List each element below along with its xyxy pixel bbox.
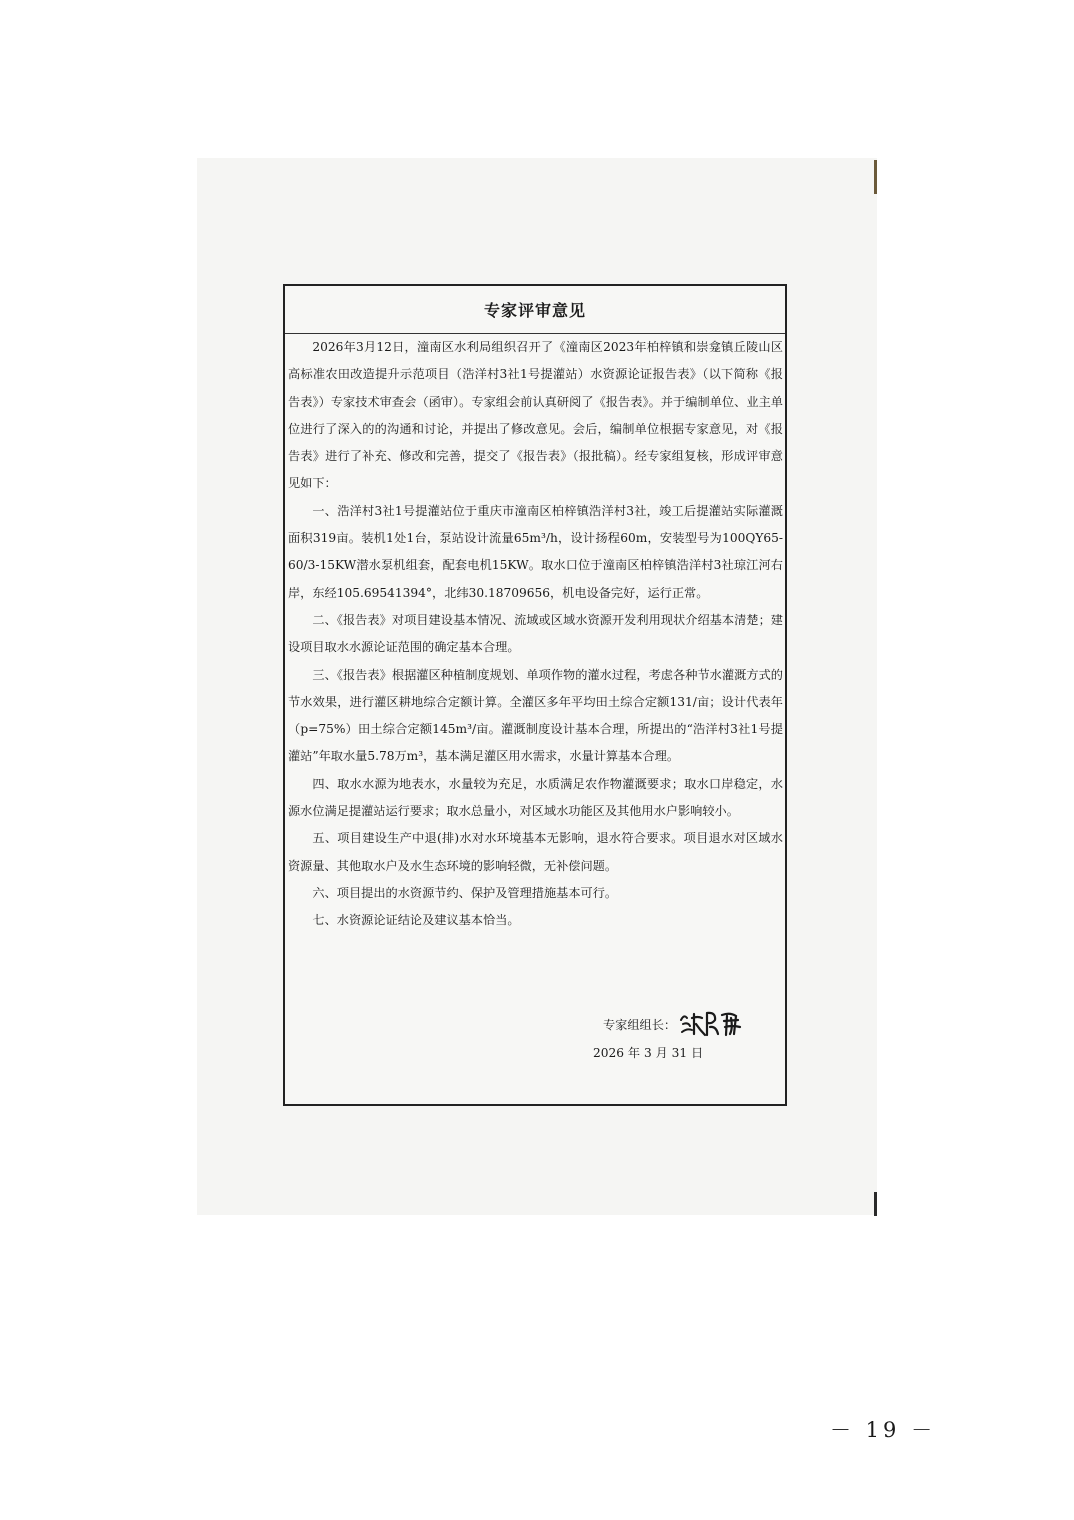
review-body: [285, 334, 785, 935]
scan-edge-mark-bottom: [874, 1192, 877, 1216]
opinion-paragraph-3: 三、《报告表》根据灌区种植制度规划、单项作物的灌水过程，考虑各种节水灌溉方式的节水效果，进行灌区耕地综合定额计算。全灌区多年平均田土综合定额131/亩；设计代表年（p=75%）田土综合定额145m³/亩。灌溉制度设计基本合理，所提出的“浩洋村3社1号提灌站”年取水量5.78万m³，基本满足灌区用水需求，水量计算基本合理。: [288, 667, 783, 764]
opinion-paragraph-6: 六、项目提出的水资源节约、保护及管理措施基本可行。: [312, 885, 618, 900]
opinion-paragraph-4: 四、取水水源为地表水，水量较为充足，水质满足农作物灌溉要求；取水口岸稳定，水源水位满足提灌站运行要求；取水总量小，对区域水功能区及其他用水户影响较小。: [288, 776, 783, 819]
document-title: 专家评审意见: [285, 286, 785, 334]
intro-paragraph: 2026年3月12日，潼南区水利局组织召开了《潼南区2023年柏梓镇和崇龛镇丘陵山区高标准农田改造提升示范项目（浩洋村3社1号提灌站）水资源论证报告表》（以下简称《报告表》）专家技术审查会（函审）。专家组会前认真研阅了《报告表》。并于编制单位、业主单位进行了深入的的沟通和讨论，并提出了修改意见。会后，编制单位根据专家意见，对《报告表》进行了补充、修改和完善，提交了《报告表》（报批稿）。经专家组复核，形成评审意见如下：: [288, 340, 783, 491]
signer-line: [603, 1008, 744, 1041]
scan-edge-mark-top: [874, 160, 877, 194]
signature-date: 2026 年 3 月 31 日: [593, 1046, 704, 1060]
expert-review-box: [283, 284, 787, 1106]
signer-label: 专家组组长：: [603, 1018, 677, 1032]
opinion-paragraph-1: 一、浩洋村3社1号提灌站位于重庆市潼南区柏梓镇浩洋村3社，竣工后提灌站实际灌溉面积319亩。装机1处1台，泵站设计流量65m³/h，设计扬程60m，安装型号为100QY65-60/3-15KW潜水泵机组套，配套电机15KW。取水口位于潼南区柏梓镇浩洋村3社琼江河右岸，东经105.69541394°，北纬30.18709656，机电设备完好，运行正常。: [288, 503, 783, 600]
handwritten-signature: [678, 1008, 744, 1041]
page-number: － 19 －: [830, 1418, 937, 1442]
opinion-paragraph-7: 七、水资源论证结论及建议基本恰当。: [312, 913, 520, 928]
opinion-paragraph-5: 五、项目建设生产中退(排)水对水环境基本无影响，退水符合要求。项目退水对区域水资源量、其他取水户及水生态环境的影响轻微，无补偿问题。: [288, 831, 783, 873]
opinion-paragraph-2: 二、《报告表》对项目建设基本情况、流域或区域水资源开发利用现状介绍基本清楚；建设项目取水水源论证范围的确定基本合理。: [288, 612, 783, 655]
